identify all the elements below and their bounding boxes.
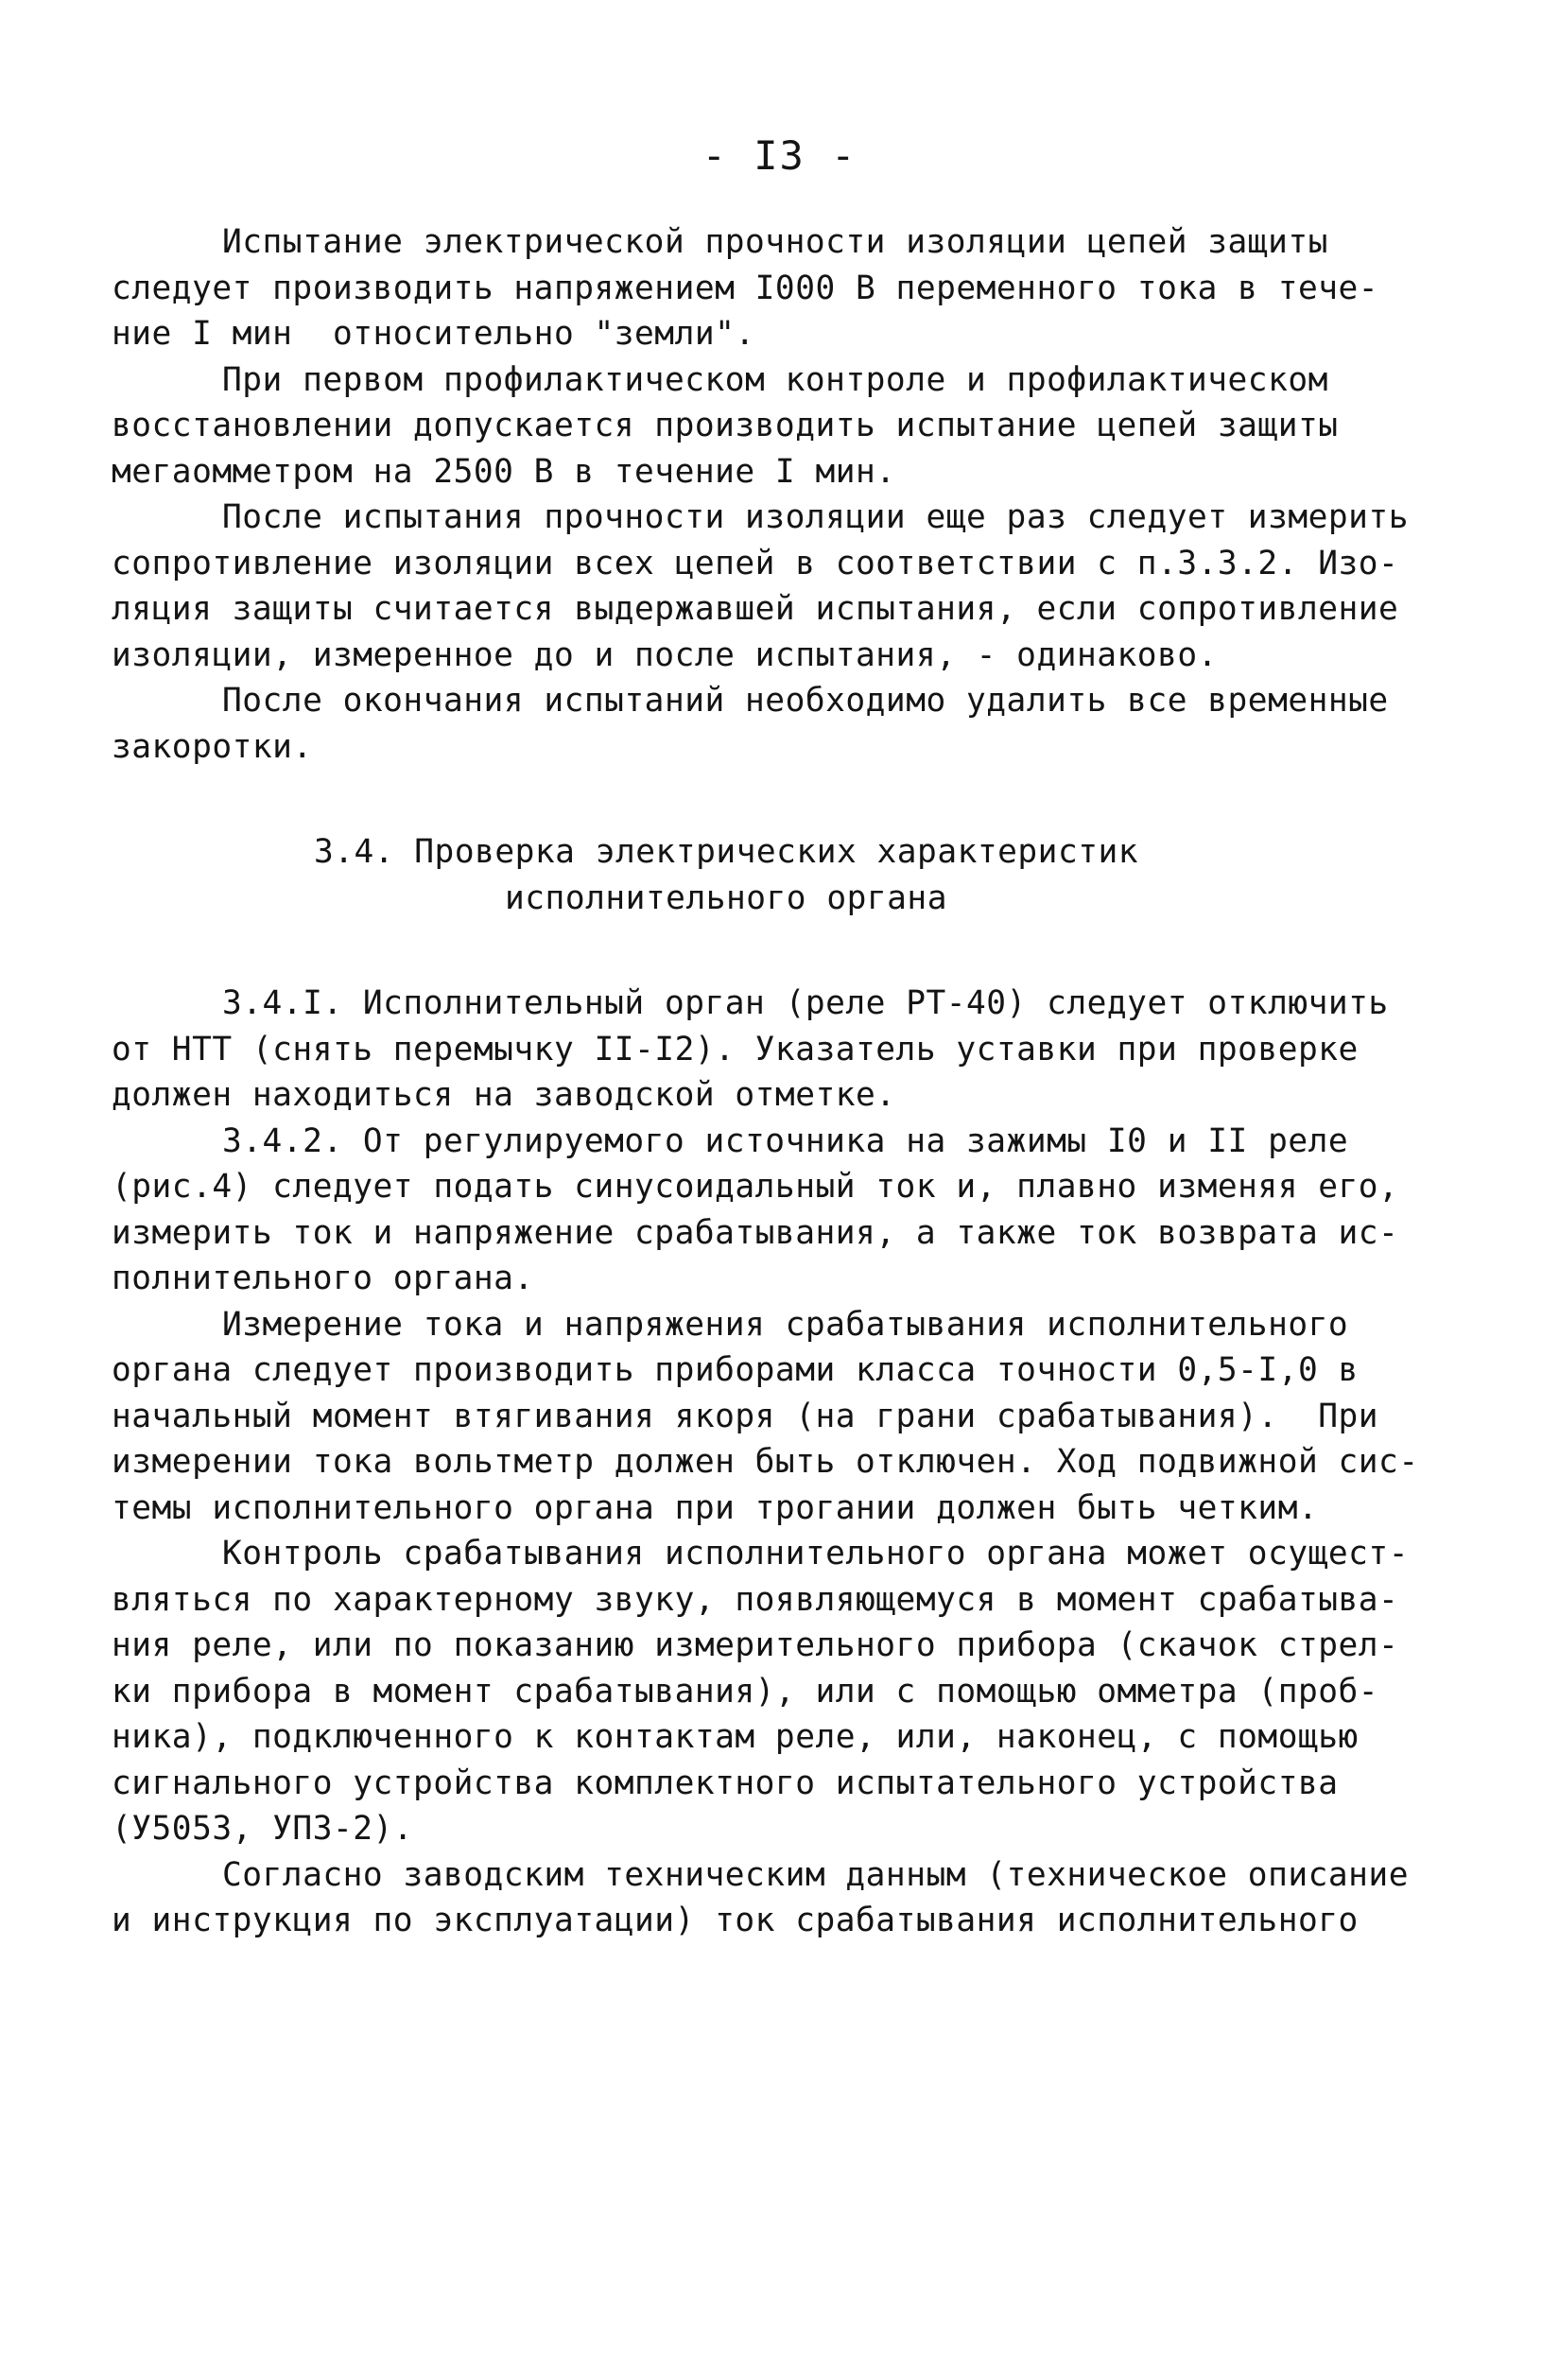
text-line: Контроль срабатывания исполнительного органа может осущест- — [222, 1535, 1409, 1572]
page-number: - I3 - — [702, 132, 857, 179]
section-heading-line: исполнительного органа — [505, 878, 947, 917]
text-line: (рис.4) следует подать синусоидальный ток и, плавно изменяя его, — [112, 1168, 1399, 1206]
text-line: закоротки. — [112, 727, 313, 766]
paragraph-control — [112, 1531, 1409, 1852]
text-line: сопротивление изоляции всех цепей в соответствии с п.3.3.2. Изо- — [112, 544, 1399, 582]
text-line: и инструкция по эксплуатации) ток срабатывания исполнительного — [112, 1902, 1359, 1939]
paragraph-3-4-1 — [112, 981, 1389, 1119]
text-line: ляция защиты считается выдержавшей испытания, если сопротивление — [112, 590, 1399, 628]
text-line: сигнального устройства комплектного испытательного устройства — [112, 1763, 1339, 1802]
text-line: органа следует производить приборами класса точности 0,5-I,0 в — [112, 1351, 1359, 1389]
section-heading — [112, 829, 1341, 921]
text-line: полнительного органа. — [112, 1259, 534, 1297]
text-line: (У5053, УПЗ-2). — [112, 1810, 414, 1848]
section-heading-line: 3.4. Проверка электрических характеристик — [313, 833, 1139, 871]
paragraph-3-4-2 — [112, 1119, 1399, 1302]
paragraph-insulation-test — [112, 219, 1379, 357]
text-line: начальный момент втягивания якоря (на грани срабатывания). При — [112, 1397, 1379, 1435]
paragraph-remove-jumpers — [112, 678, 1389, 770]
text-line: должен находиться на заводской отметке. — [112, 1076, 896, 1114]
text-line: Измерение тока и напряжения срабатывания исполнительного — [222, 1305, 1349, 1344]
text-line: После окончания испытаний необходимо удалить все временные — [222, 682, 1389, 720]
text-line: Испытание электрической прочности изоляции цепей защиты — [222, 223, 1328, 261]
text-line: 3.4.2. От регулируемого источника на зажимы I0 и II реле — [222, 1121, 1349, 1160]
text-line: измерить ток и напряжение срабатывания, а также ток возврата ис- — [112, 1213, 1399, 1252]
text-line: ника), подключенного к контактам реле, или, наконец, с помощью — [112, 1718, 1359, 1756]
text-line: ния реле, или по показанию измерительного прибора (скачок стрел- — [112, 1626, 1399, 1664]
text-line: вляться по характерному звуку, появляющемуся в момент срабатыва- — [112, 1580, 1399, 1619]
text-line: от НТТ (снять перемычку II-I2). Указатель уставки при проверке — [112, 1030, 1359, 1068]
text-line: ки прибора в момент срабатывания), или с помощью омметра (проб- — [112, 1672, 1379, 1711]
text-line: мегаомметром на 2500 В в течение I мин. — [112, 452, 896, 491]
text-line: Согласно заводским техническим данным (техническое описание — [222, 1855, 1409, 1894]
text-line: ние I мин относительно "земли". — [112, 315, 755, 353]
text-line: изоляции, измеренное до и после испытания, - одинаково. — [112, 635, 1218, 674]
paragraph-factory-data — [112, 1852, 1409, 1944]
body-text — [112, 219, 1419, 1944]
paragraph-resistance-measure — [112, 495, 1409, 678]
paragraph-megaohmmeter — [112, 357, 1341, 495]
text-line: После испытания прочности изоляции еще раз следует измерить — [222, 498, 1409, 536]
text-line: восстановлении допускается производить испытание цепей защиты — [112, 407, 1339, 444]
text-line: При первом профилактическом контроле и профилактическом — [222, 360, 1328, 399]
text-line: темы исполнительного органа при трогании должен быть четким. — [112, 1488, 1319, 1527]
spacer — [112, 770, 1341, 829]
paragraph-measurement — [112, 1302, 1419, 1532]
text-line: измерении тока вольтметр должен быть отключен. Ход подвижной сис- — [112, 1443, 1419, 1481]
spacer — [112, 921, 1341, 981]
text-line: следует производить напряжением I000 В переменного тока в тече- — [112, 269, 1379, 307]
text-line: 3.4.I. Исполнительный орган (реле РТ-40) следует отключить — [222, 984, 1389, 1022]
